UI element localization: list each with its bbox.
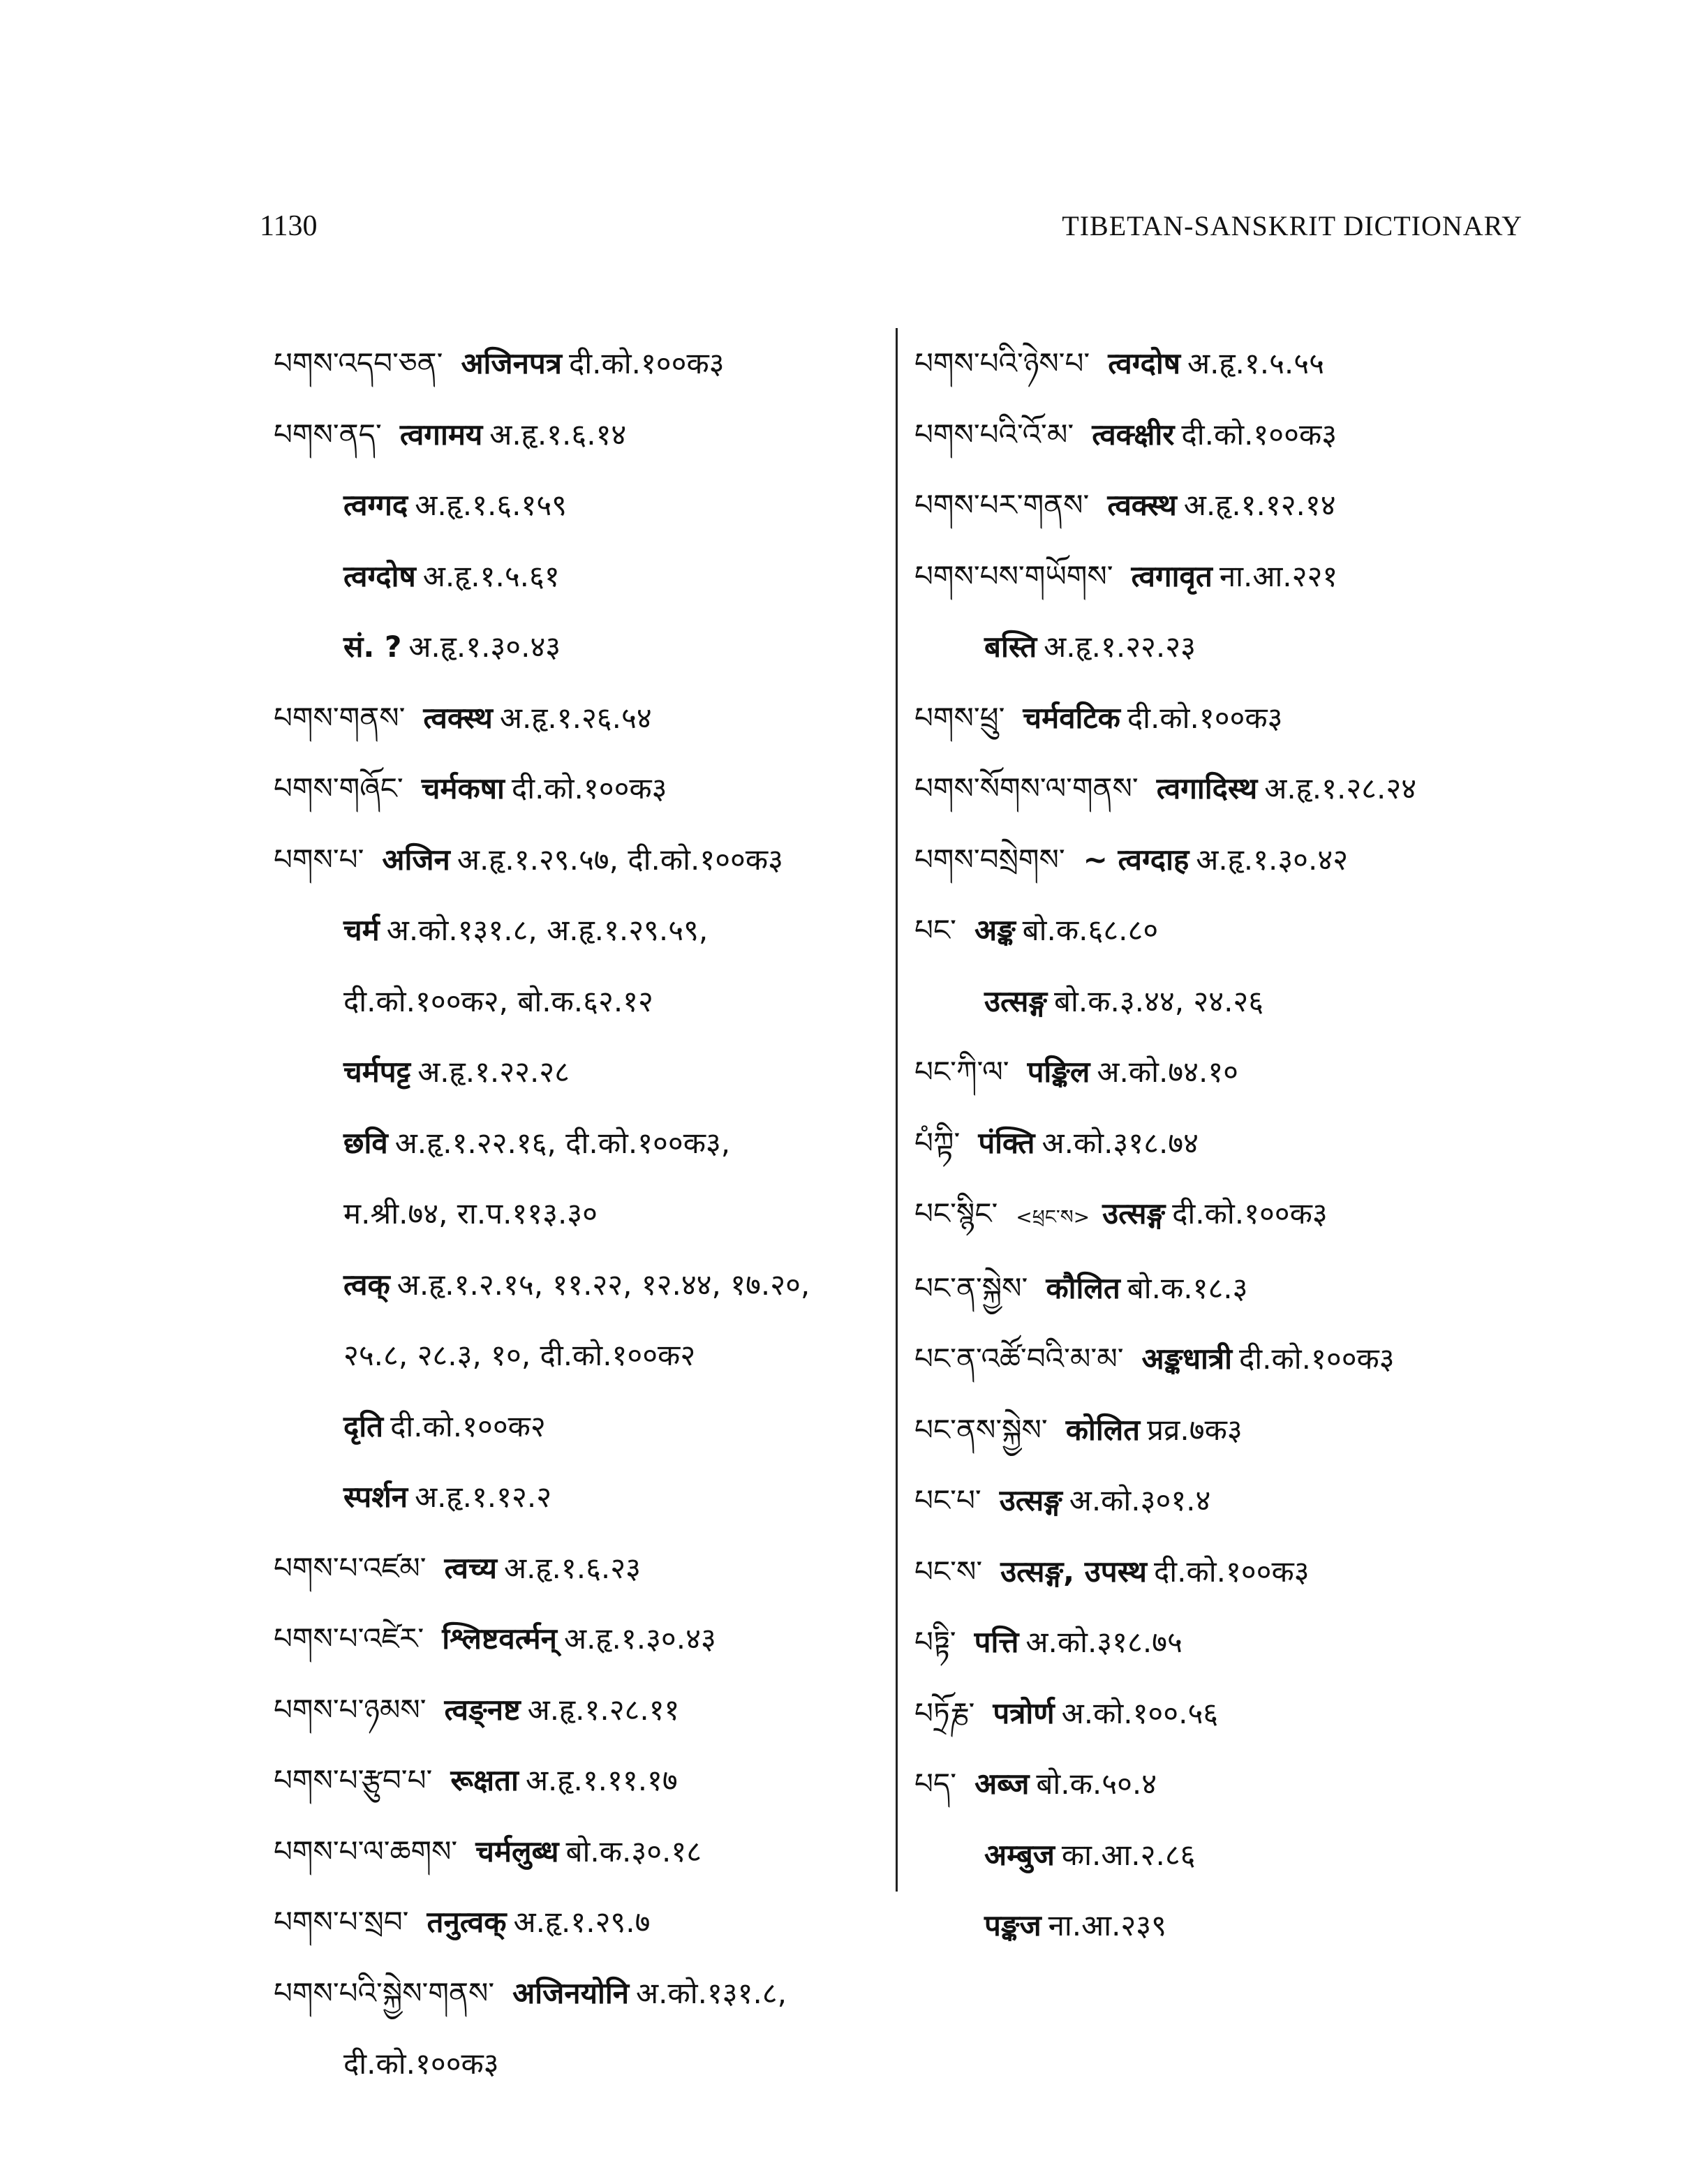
dictionary-entry [274,753,888,824]
page-header [260,209,1522,251]
source-reference: अ.हृ.१.१२.२ [415,1480,552,1514]
source-reference: ना.आ.२३९ [1048,1908,1166,1942]
entry-sense-line [274,611,888,683]
entry-headline [914,753,1529,824]
entry-sense-line [274,470,888,541]
sanskrit-equivalent: उत्सङ्ग [984,983,1048,1018]
entry-headline [274,1603,888,1674]
sanskrit-equivalent: अङ्क [974,913,1016,947]
source-reference: अ.हृ.१.६.२३ [504,1550,641,1585]
dictionary-entry [274,1745,888,1816]
tibetan-headword: པང་ [914,913,956,947]
source-reference: दी.को.१००क३ [1153,1554,1310,1589]
source-reference: अ.हृ.१.२६.५४ [499,700,652,735]
tibetan-headword: པགས་སོགས་ལ་གནས་ [914,771,1139,805]
tibetan-headword: པང་སྙིང་ [914,1196,998,1231]
sanskrit-equivalent: पङ्कज [984,1908,1042,1942]
entry-headline [914,1395,1529,1466]
entry-headline [914,1607,1529,1678]
sanskrit-equivalent: उत्सङ्ग, उपस्थ [1000,1554,1147,1589]
tibetan-headword: པགས་པས་གཡོགས་ [914,558,1113,593]
entry-headline [274,1745,888,1816]
entry-sense-line [274,1108,888,1179]
entry-headline [274,328,888,399]
dictionary-entry [914,824,1529,896]
dictionary-entry [274,824,888,1533]
tibetan-headword: པགས་པ་འཛམ་ [274,1550,427,1585]
source-reference: अ.को.१३१.८, [636,1975,787,2010]
sanskrit-equivalent: कोलित [1065,1412,1141,1447]
entry-sense-line [274,2028,888,2100]
source-reference: अ.हृ.१.३०.४३ [408,630,561,664]
tibetan-headword: པགས་པ་སྲབ་ [274,1905,409,1939]
source-reference: म.श्री.७४, रा.प.११३.३० [343,1196,598,1231]
dictionary-entry [274,399,888,683]
source-reference: दी.को.१००क३ [343,2046,499,2081]
entry-sense-line [274,895,888,966]
entry-sense-line [914,1890,1529,1961]
source-reference: २५.८, २८.३, १०, दी.को.१००क२ [343,1338,696,1372]
tibetan-headword: པཾཀྟི་ [914,1125,961,1160]
entry-headline [914,895,1529,966]
source-reference: दी.को.१००क३ [1172,1196,1328,1231]
tibetan-headword: པགས་བསྲེགས་ [914,842,1065,877]
entry-sense-line [274,1249,888,1321]
entry-headline [274,683,888,754]
source-reference: का.आ.२.८६ [1061,1837,1196,1872]
entry-headline [274,399,888,470]
sanskrit-equivalent: चर्मपट्ट [343,1055,411,1089]
sanskrit-equivalent: त्वक्स्थ [423,700,493,735]
dictionary-entry [914,683,1529,754]
sanskrit-equivalent: स्पर्शन [343,1480,408,1514]
tibetan-headword: པང་པ་ [914,1483,981,1517]
dictionary-entry [274,328,888,399]
dictionary-entry [914,1178,1529,1253]
dictionary-entry [274,1674,888,1746]
sanskrit-equivalent: अजिनयोनि [512,1975,630,2010]
dictionary-entry [914,1108,1529,1179]
dictionary-entry [914,1536,1529,1607]
sanskrit-equivalent: अब्ज [974,1767,1030,1801]
sanskrit-equivalent: रूक्षता [450,1763,519,1797]
entry-headline [914,1037,1529,1108]
dictionary-entry [274,1887,888,1958]
tibetan-headword: པགས་འདབ་ཅན་ [274,346,443,380]
sanskrit-equivalent: अजिनपत्र [461,346,562,380]
source-reference: दी.को.१००क२, बो.क.६२.१२ [343,983,653,1018]
dictionary-entry [914,328,1529,399]
entry-headline [274,1958,888,2029]
source-reference: अ.हृ.१.२८.२४ [1264,771,1417,805]
entry-headline [914,1178,1529,1253]
sanskrit-equivalent: त्वग्दोष [1108,346,1180,380]
entry-sense-line [274,1320,888,1391]
entry-sense-line [914,611,1529,683]
sanskrit-equivalent: पत्ति [974,1625,1019,1659]
source-reference: अ.हृ.१.२२.२३ [1044,630,1196,664]
entry-headline [274,824,888,896]
tibetan-headword: པགས་པའི་འོ་མ་ [914,417,1074,452]
source-reference: अ.हृ.१.२८.११ [527,1692,680,1727]
sanskrit-equivalent: पत्रोर्ण [993,1695,1055,1730]
source-reference: अ.को.१००.५६ [1061,1695,1219,1730]
source-reference: अ.को.७४.१० [1097,1055,1239,1089]
entry-headline [274,1816,888,1887]
tibetan-headword: པགས་གཞོང་ [274,771,403,805]
entry-sense-line [274,1178,888,1249]
source-reference: बो.क.१८.३ [1127,1270,1248,1305]
entry-headline [274,1674,888,1746]
dictionary-entry [914,1607,1529,1678]
source-reference: अ.को.१३१.८, अ.हृ.१.२९.५९, [386,913,709,947]
sanskrit-equivalent: चर्मकषा [421,771,505,805]
source-reference: ना.आ.२२१ [1219,558,1338,593]
source-reference: अ.हृ.१.२२.२८ [417,1055,570,1089]
dictionary-entry [914,753,1529,824]
sanskrit-equivalent: चर्मलुब्ध [475,1834,559,1869]
dictionary-entry [914,1465,1529,1536]
left-column [274,328,888,2100]
sanskrit-equivalent: अजिन [382,842,450,877]
sanskrit-equivalent: दृति [343,1409,384,1443]
tibetan-headword: པཏྲོརྞ་ [914,1695,975,1730]
source-reference: अ.हृ.१.६.१४ [489,417,627,452]
dictionary-entry [914,1037,1529,1108]
source-reference: दी.को.१००क२ [390,1409,546,1443]
sanskrit-equivalent: त्वग्दोष [343,558,416,593]
sanskrit-equivalent: त्वक् [343,1267,390,1302]
entry-headline [914,470,1529,541]
sanskrit-equivalent: त्वगावृत [1131,558,1213,593]
source-reference: अ.को.३१८.७५ [1025,1625,1183,1659]
dictionary-entry [914,1748,1529,1961]
source-reference: बो.क.३.४४, २४.२६ [1054,983,1264,1018]
entry-sense-line [274,966,888,1037]
sanskrit-equivalent: पंक्ति [978,1125,1035,1160]
entry-headline [914,1253,1529,1324]
sanskrit-equivalent: त्वग्गद [343,488,408,522]
source-reference: बो.क.६८.८० [1022,913,1159,947]
sanskrit-equivalent: ~ त्वग्दाह [1083,842,1189,877]
dictionary-entry [914,895,1529,1037]
tibetan-headword: པགས་པ་ [274,842,364,877]
sanskrit-equivalent: बस्ति [984,630,1037,664]
entry-sense-line [274,1462,888,1533]
dictionary-entry [914,470,1529,541]
tibetan-headword: པང་ཀི་ལ་ [914,1055,1009,1089]
tibetan-headword: པང་ས་ [914,1554,983,1589]
tibetan-headword: པགས་གནས་ [274,700,406,735]
tibetan-headword: པད་ [914,1767,957,1801]
source-reference: अ.हृ.१.११.१७ [525,1763,678,1797]
tibetan-headword: པགས་པའི་སྐྱེས་གནས་ [274,1975,495,2010]
source-reference: अ.को.३१८.७४ [1042,1125,1199,1160]
tibetan-headword: པང་ནས་སྐྱེས་ [914,1412,1048,1447]
dictionary-entry [274,1603,888,1674]
sanskrit-equivalent: पङ्किल [1027,1055,1090,1089]
tibetan-headword: པགས་པའི་ཉེས་པ་ [914,346,1090,380]
source-reference: अ.हृ.१.५.५५ [1187,346,1324,380]
entry-headline [914,683,1529,754]
tibetan-headword: པགས་ཕྲུ་ [914,700,1005,735]
dictionary-entry [914,1395,1529,1466]
sanskrit-equivalent: त्वगादिस्थ [1156,771,1258,805]
entry-headline [274,1887,888,1958]
source-reference: अ.हृ.१.२२.१६, दी.को.१००क३, [394,1125,731,1160]
dictionary-entry [274,1816,888,1887]
source-reference: दी.को.१००क३ [1239,1342,1395,1376]
dictionary-entry [914,1678,1529,1749]
source-reference: अ.हृ.१.५.६१ [422,558,560,593]
source-reference: अ.हृ.१.२.१५, ११.२२, १२.४४, १७.२०, [396,1267,810,1302]
source-reference: अ.हृ.१.६.१५९ [415,488,568,522]
entry-headline [914,1536,1529,1607]
entry-headline [914,1108,1529,1179]
dictionary-entry [274,1958,888,2100]
dictionary-entry [914,399,1529,470]
sanskrit-equivalent: छवि [343,1125,388,1160]
source-reference: दी.को.१००क३ [1181,417,1337,452]
source-reference: बो.क.३०.१८ [565,1834,702,1869]
sanskrit-equivalent: त्वक्स्थ [1107,488,1177,522]
sanskrit-equivalent: त्वङ्नष्ट [444,1692,521,1727]
sanskrit-equivalent: सं. ? [343,630,402,664]
tibetan-headword: པགས་པ་རྩུབ་པ་ [274,1763,433,1797]
sanskrit-equivalent: चर्म [343,913,380,947]
tibetan-headword: པགས་པ་ལ་ཆགས་ [274,1834,458,1869]
source-reference: दी.को.१००क३ [1127,700,1283,735]
sanskrit-equivalent: उत्सङ्ग [1102,1196,1166,1231]
entry-headline [914,1323,1529,1395]
entry-headline [914,1748,1529,1820]
dictionary-entry [914,1323,1529,1395]
entry-headline [914,1678,1529,1749]
sanskrit-equivalent: त्वच्य [444,1550,498,1585]
entry-sense-line [274,1037,888,1108]
sanskrit-equivalent: अङ्कधात्री [1141,1342,1232,1376]
entry-sense-line [914,966,1529,1037]
source-reference: अ.हृ.१.३०.४२ [1196,842,1349,877]
sanskrit-equivalent: चर्मवटिक [1023,700,1120,735]
entry-headline [914,541,1529,612]
entry-sense-line [274,541,888,612]
right-column [914,328,1529,1961]
entry-headline [914,328,1529,399]
tibetan-headword: པགས་ནད་ [274,417,382,452]
entry-note: <ཕྲང་ས> [1016,1205,1090,1228]
source-reference: बो.क.५०.४ [1036,1767,1157,1801]
source-reference: अ.हृ.१.३०.४३ [564,1621,716,1656]
sanskrit-equivalent: श्लिष्टवर्त्मन् [442,1621,557,1656]
column-divider [896,328,898,1892]
entry-sense-line [274,1391,888,1462]
dictionary-entry [274,1533,888,1604]
tibetan-headword: པགས་པ་འཛེར་ [274,1621,424,1656]
entry-headline [914,1465,1529,1536]
dictionary-entry [914,541,1529,683]
tibetan-headword: པཏྟི་ [914,1625,956,1659]
entry-headline [274,1533,888,1604]
source-reference: दी.को.१००क३ [568,346,725,380]
tibetan-headword: པགས་པར་གནས་ [914,488,1090,522]
source-reference: अ.को.३०१.४ [1069,1483,1211,1517]
running-head: TIBETAN-SANSKRIT DICTIONARY [1062,210,1522,242]
source-reference: अ.हृ.१.१२.१४ [1183,488,1336,522]
sanskrit-equivalent: त्वगामय [399,417,483,452]
sanskrit-equivalent: तनुत्वक् [427,1905,507,1939]
entry-sense-line [914,1820,1529,1891]
source-reference: प्रव्र.७क३ [1147,1412,1243,1447]
source-reference: अ.हृ.१.२९.५७, दी.को.१००क३ [457,842,783,877]
tibetan-headword: པང་ན་འཚོ་བའི་མ་མ་ [914,1342,1124,1376]
page-number: 1130 [260,210,318,242]
entry-headline [914,824,1529,896]
source-reference: अ.हृ.१.२९.७ [513,1905,651,1939]
sanskrit-equivalent: त्वक्क्षीर [1092,417,1175,452]
tibetan-headword: པང་ན་སྐྱེས་ [914,1270,1028,1305]
sanskrit-equivalent: कौलित [1046,1270,1120,1305]
sanskrit-equivalent: अम्बुज [984,1837,1055,1872]
dictionary-entry [274,683,888,754]
dictionary-entry [914,1253,1529,1324]
sanskrit-equivalent: उत्सङ्ग [999,1483,1062,1517]
source-reference: दी.को.१००क३ [511,771,667,805]
entry-headline [914,399,1529,470]
entry-headline [274,753,888,824]
tibetan-headword: པགས་པ་ཉམས་ [274,1692,427,1727]
